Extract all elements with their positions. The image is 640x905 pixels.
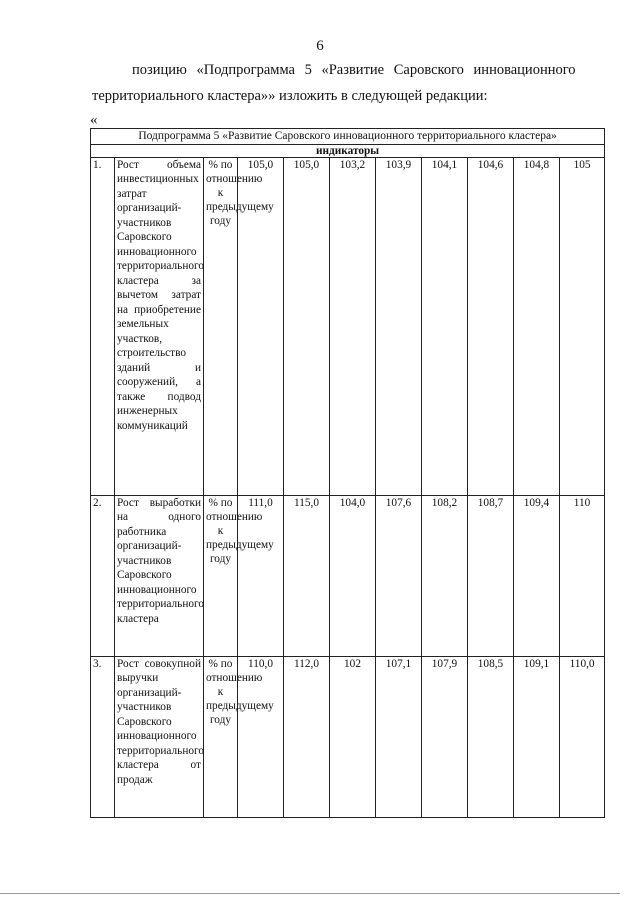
value-cell: 112,0: [284, 656, 330, 817]
value-cell: 105: [560, 157, 605, 495]
value-cell: 104,1: [422, 157, 468, 495]
row-number: 1.: [91, 157, 115, 495]
indicator-name: Рост объема инвестиционных затрат организаций-участников Саровского инновационного территориального кластера за вычетом затрат на приобретение земельных участков, строительство зданий и сооружений, а также подвод инженерных коммуникаций: [115, 157, 204, 495]
table-row: [91, 656, 605, 817]
indicators-subheader: индикаторы: [91, 144, 605, 157]
open-quote: «: [90, 112, 98, 128]
indicator-unit: % по отношению к предыдущему году: [204, 656, 238, 817]
indicator-name: Рост выработки на одного работника организаций-участников Саровского инновационного территориального кластера: [115, 495, 204, 656]
intro-line-2: территориального кластера»» изложить в следующей редакции:: [92, 88, 488, 104]
value-cell: 104,6: [468, 157, 514, 495]
value-cell: 105,0: [284, 157, 330, 495]
value-cell: 105,0: [238, 157, 284, 495]
value-cell: 109,4: [514, 495, 560, 656]
indicator-name: Рост совокупной выручки организаций-участников Саровского инновационного территориального кластера от продаж: [115, 656, 204, 817]
value-cell: 109,1: [514, 656, 560, 817]
subprogram-title: Подпрограмма 5 «Развитие Саровского инновационного территориального кластера»: [91, 129, 605, 145]
value-cell: 111,0: [238, 495, 284, 656]
value-cell: 108,2: [422, 495, 468, 656]
value-cell: 104,0: [330, 495, 376, 656]
page-bottom-rule: [0, 893, 620, 894]
indicator-unit: % по отношению к предыдущему году: [204, 495, 238, 656]
value-cell: 107,1: [376, 656, 422, 817]
intro-line-1: позицию «Подпрограмма 5 «Развитие Саровского инновационного: [132, 62, 576, 78]
row-number: 2.: [91, 495, 115, 656]
value-cell: 110,0: [560, 656, 605, 817]
value-cell: 104,8: [514, 157, 560, 495]
table-row: [91, 157, 605, 495]
value-cell: 110: [560, 495, 605, 656]
value-cell: 103,9: [376, 157, 422, 495]
value-cell: 115,0: [284, 495, 330, 656]
table-row: [91, 495, 605, 656]
value-cell: 103,2: [330, 157, 376, 495]
value-cell: 108,5: [468, 656, 514, 817]
indicator-unit: % по отношению к предыдущему году: [204, 157, 238, 495]
value-cell: 107,9: [422, 656, 468, 817]
value-cell: 102: [330, 656, 376, 817]
value-cell: 108,7: [468, 495, 514, 656]
value-cell: 107,6: [376, 495, 422, 656]
indicators-table: [90, 128, 605, 818]
row-number: 3.: [91, 656, 115, 817]
page-number: 6: [316, 38, 324, 54]
value-cell: 110,0: [238, 656, 284, 817]
